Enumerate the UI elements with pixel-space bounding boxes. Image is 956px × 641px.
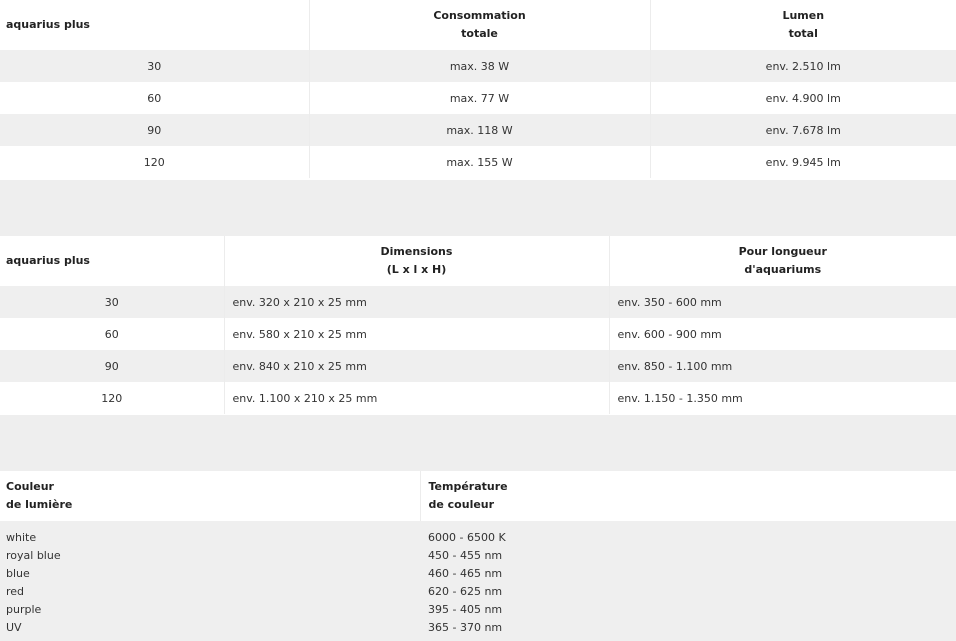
header-model: [0, 0, 309, 50]
header-line: aquarius plus: [6, 254, 90, 267]
cell-model: 60: [147, 91, 162, 105]
table-header-row: [0, 471, 956, 521]
cell-dimensions: env. 1.100 x 210 x 25 mm: [224, 382, 609, 414]
cell-aquarium-length: env. 1.150 - 1.350 mm: [609, 382, 956, 414]
header-consumption: [309, 0, 650, 50]
cell-dimensions: env. 580 x 210 x 25 mm: [224, 318, 609, 350]
list-item: 6000 - 6500 K: [428, 531, 506, 544]
cell-lumen: env. 7.678 lm: [650, 114, 956, 146]
table-row: [0, 382, 956, 414]
section-spacer: [0, 180, 956, 236]
cell-lumen: env. 4.900 lm: [650, 82, 956, 114]
header-line: (L x l x H): [386, 263, 447, 276]
table-row: [0, 521, 956, 641]
list-item: 450 - 455 nm: [428, 549, 503, 562]
header-line: de lumière: [6, 498, 73, 511]
cell-model: 90: [0, 350, 224, 382]
list-item: white: [6, 531, 37, 544]
cell-dimensions: env. 320 x 210 x 25 mm: [224, 286, 609, 318]
cell-model: 90: [0, 114, 309, 146]
table-dimensions: [0, 236, 956, 414]
table-row: [0, 50, 956, 82]
list-item: 620 - 625 nm: [428, 585, 503, 598]
section-spacer: [0, 415, 956, 471]
table-row: [0, 146, 956, 178]
table-consumption: [0, 0, 956, 178]
header-line: Couleur: [6, 480, 54, 493]
cell-consumption: max. 155 W: [309, 146, 650, 178]
header-line: Consommation: [433, 9, 526, 22]
cell-consumption: max. 118 W: [309, 114, 650, 146]
header-dimensions: [224, 236, 609, 286]
cell-model: 30: [0, 286, 224, 318]
header-aquarium-length: [609, 236, 956, 286]
header-model: [0, 236, 224, 286]
table-row: [0, 82, 956, 114]
table-light-colors: [0, 471, 956, 641]
list-item: 365 - 370 nm: [428, 621, 503, 634]
header-line: Dimensions: [380, 245, 453, 258]
cell-aquarium-length: env. 350 - 600 mm: [609, 286, 956, 318]
list-item: 460 - 465 nm: [428, 567, 503, 580]
table-row: [0, 350, 956, 382]
cell-aquarium-length: env. 600 - 900 mm: [609, 318, 956, 350]
header-line: total: [788, 27, 818, 40]
list-item: 395 - 405 nm: [428, 603, 503, 616]
cell-model: 120: [143, 155, 165, 169]
cell-consumption: max. 77 W: [309, 82, 650, 114]
list-item: purple: [6, 603, 42, 616]
cell-consumption: max. 38 W: [309, 50, 650, 82]
table-row: [0, 286, 956, 318]
list-item: royal blue: [6, 549, 61, 562]
header-lumen: [650, 0, 956, 50]
header-line: Température: [428, 480, 508, 493]
header-line: de couleur: [428, 498, 495, 511]
header-line: d'aquariums: [744, 263, 822, 276]
cell-dimensions: env. 840 x 210 x 25 mm: [224, 350, 609, 382]
cell-lumen: env. 2.510 lm: [650, 50, 956, 82]
cell-lumen: env. 9.945 lm: [650, 146, 956, 178]
cell-model: 30: [0, 50, 309, 82]
cell-aquarium-length: env. 850 - 1.100 mm: [609, 350, 956, 382]
cell-color-list: [0, 521, 420, 641]
cell-model: 60: [104, 327, 119, 341]
table-header-row: [0, 236, 956, 286]
header-light-color: [0, 471, 420, 521]
table-row: [0, 114, 956, 146]
header-line: Lumen: [782, 9, 825, 22]
list-item: blue: [6, 567, 30, 580]
header-color-temperature: [420, 471, 956, 521]
cell-temperature-list: [420, 521, 956, 641]
header-line: totale: [461, 27, 498, 40]
table-row: [0, 318, 956, 350]
list-item: UV: [6, 621, 22, 634]
header-line: aquarius plus: [6, 18, 90, 31]
header-line: Pour longueur: [738, 245, 827, 258]
table-header-row: [0, 0, 956, 50]
cell-model: 120: [101, 391, 123, 405]
list-item: red: [6, 585, 25, 598]
